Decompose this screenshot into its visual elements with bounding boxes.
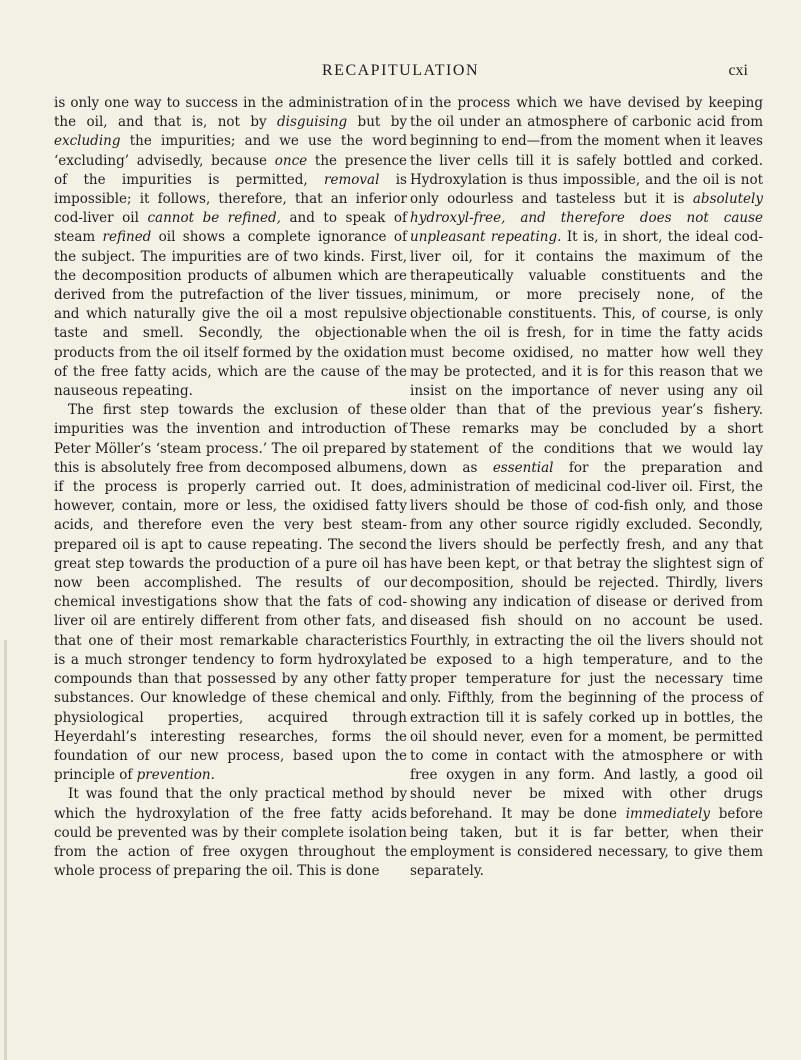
paragraph: in the process which we have devised by keeping the oil under an atmosphere of carbonic acid from beginning to end—from the moment when it leaves the liver cells till it is safely bottled and corked. Hydroxylation is thus impossible, and the oil is not only odourless and tasteless but it is absolutely hydroxyl-free, and therefore does not cause unpleasant repeating. It is, in short, the ideal cod-liver oil, for it contains the maximum of the therapeutically valuable constituents and the minimum, or more precisely none, of the objectionable constituents. This, of course, is only when the oil is fresh, for in time the fatty acids must become oxidised, no matter how well they may be protected, and it is for this reason that we insist on the importance of never using any oil older than that of the previous year’s fishery. These remarks may be concluded by a short statement of the conditions that we would lay down as essential for the preparation and administration of medicinal cod-liver oil. First, the livers should be those of cod-fish only, and those from any other source rigidly excluded. Secondly, the livers should be perfectly fresh, and any that have been kept, or that betray the slightest sign of decomposition, should be rejected. Thirdly, livers showing any indication of disease or derived from diseased fish should on no account be used. Fourthly, in extracting the oil the livers should not be exposed to a high temperature, and to the proper temperature for just the necessary time only. Fifthly, from the beginning of the process of extraction till it is safely corked up in bottles, the oil should never, even for a moment, be permitted to come in contact with the atmosphere or with free oxygen in any form. And lastly, a good oil should never be mixed with other drugs beforehand. It may be done immediately before being taken, but it is far better, when their employment is considered necessary, to give them separately. — [410, 95, 763, 880]
right-column — [410, 94, 763, 881]
page-edge-shadow — [4, 640, 7, 1060]
paragraph: It was found that the only practical method by which the hydroxylation of the free fatty acids could be prevented was by their complete isolation from the action of free oxygen throughout the whole process of preparing the oil. This is done — [54, 786, 407, 880]
running-head: RECAPITULATION — [322, 62, 479, 79]
paragraph: The first step towards the exclusion of these impurities was the invention and introduction of Peter Möller’s ‘steam process.’ The oil prepared by this is absolutely free from decomposed albumens, if the process is properly carried out. It does, however, contain, more or less, the oxidised fatty acids, and therefore even the very best steam-prepared oil is apt to cause repeating. The second great step towards the production of a pure oil has now been accomplished. The results of our chemical investigations show that the fats of cod-liver oil are entirely different from other fats, and that one of their most remarkable characteristics is a much stronger tendency to form hydroxylated compounds than that possessed by any other fatty substances. Our knowledge of these chemical and physiological properties, acquired through Heyerdahl’s interesting researches, forms the foundation of our new process, based upon the principle of prevention. — [54, 402, 407, 784]
page-number: cxi — [728, 62, 748, 79]
left-column — [54, 94, 407, 881]
paragraph: is only one way to success in the administration of the oil, and that is, not by disguising but by excluding the impurities; and we use the word ‘excluding’ advisedly, because once the presence of the impurities is permitted, removal is impossible; it follows, therefore, that an inferior cod-liver oil cannot be refined, and to speak of steam refined oil shows a complete ignorance of the subject. The impurities are of two kinds. First, the decomposition products of albumen which are derived from the putrefaction of the liver tissues, and which naturally give the oil a most repulsive taste and smell. Secondly, the objectionable products from the oil itself formed by the oxidation of the free fatty acids, which are the cause of the nauseous repeating. — [54, 95, 407, 400]
page-header — [0, 62, 801, 88]
